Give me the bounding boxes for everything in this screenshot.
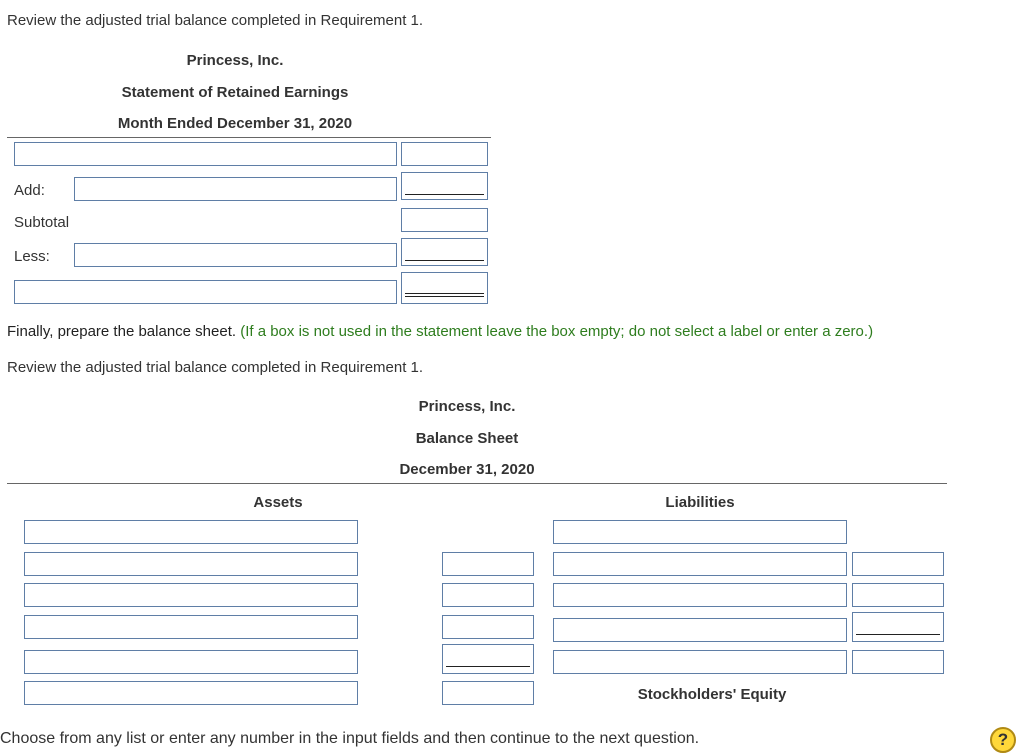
bs-liab-row5-label-select[interactable] xyxy=(553,650,847,674)
bs-date: December 31, 2020 xyxy=(399,461,535,478)
re-less-label: Less: xyxy=(14,248,50,265)
re-row1-amount-input[interactable] xyxy=(401,142,488,166)
instructions-line xyxy=(7,323,873,340)
re-review-note: Review the adjusted trial balance completed in Requirement 1. xyxy=(7,12,424,29)
bs-liab-row5-amount-input[interactable] xyxy=(852,650,944,674)
bs-asset-row5-amount-input[interactable] xyxy=(442,644,534,674)
bs-asset-row1-label-select[interactable] xyxy=(24,520,358,544)
bs-assets-header: Assets xyxy=(253,494,303,511)
bs-asset-row5-label-select[interactable] xyxy=(24,650,358,674)
bs-asset-row5-underline xyxy=(446,666,530,667)
footer-prompt: Choose from any list or enter any number in the input fields and then continue to the next question. xyxy=(0,730,700,747)
bs-asset-row4-label-select[interactable] xyxy=(24,615,358,639)
re-period: Month Ended December 31, 2020 xyxy=(117,115,353,132)
re-header-divider xyxy=(7,137,491,138)
re-row1-label-select[interactable] xyxy=(14,142,397,166)
bs-asset-row3-amount-input[interactable] xyxy=(442,583,534,607)
bs-asset-row2-amount-input[interactable] xyxy=(442,552,534,576)
help-question-icon[interactable]: ? xyxy=(990,727,1016,753)
bs-asset-row6-label-select[interactable] xyxy=(24,681,358,705)
re-ending-label-select[interactable] xyxy=(14,280,397,304)
bs-liab-row3-label-select[interactable] xyxy=(553,583,847,607)
bs-asset-row4-amount-input[interactable] xyxy=(442,615,534,639)
bs-liab-row1-label-select[interactable] xyxy=(553,520,847,544)
bs-liabilities-header: Liabilities xyxy=(665,494,735,511)
re-add-label-select[interactable] xyxy=(74,177,397,201)
bs-liab-row2-label-select[interactable] xyxy=(553,552,847,576)
bs-asset-row3-label-select[interactable] xyxy=(24,583,358,607)
re-ending-double-underline-1 xyxy=(405,293,484,294)
bs-equity-header: Stockholders' Equity xyxy=(637,686,787,703)
bs-liab-row3-amount-input[interactable] xyxy=(852,583,944,607)
re-subtotal-amount-input[interactable] xyxy=(401,208,488,232)
re-add-label: Add: xyxy=(14,182,45,199)
bs-asset-row6-amount-input[interactable] xyxy=(442,681,534,705)
bs-header-divider xyxy=(7,483,947,484)
instructions-hint: (If a box is not used in the statement leave the box empty; do not select a label or enter a zero.) xyxy=(240,323,874,340)
bs-liab-row4-amount-input[interactable] xyxy=(852,612,944,642)
re-company-name: Princess, Inc. xyxy=(186,52,284,69)
instructions-prefix: Finally, prepare the balance sheet. xyxy=(7,323,237,340)
re-less-amount-underline xyxy=(405,260,484,261)
bs-company-name: Princess, Inc. xyxy=(418,398,516,415)
bs-title: Balance Sheet xyxy=(415,430,519,447)
re-subtotal-label: Subtotal xyxy=(14,214,70,231)
re-statement-title: Statement of Retained Earnings xyxy=(121,84,349,101)
re-ending-amount-input[interactable] xyxy=(401,272,488,304)
bs-liab-row2-amount-input[interactable] xyxy=(852,552,944,576)
re-less-amount-input[interactable] xyxy=(401,238,488,266)
re-add-amount-input[interactable] xyxy=(401,172,488,200)
bs-asset-row2-label-select[interactable] xyxy=(24,552,358,576)
bs-liab-row4-underline xyxy=(856,634,940,635)
bs-review-note: Review the adjusted trial balance completed in Requirement 1. xyxy=(7,359,424,376)
re-ending-double-underline-2 xyxy=(405,296,484,297)
re-less-label-select[interactable] xyxy=(74,243,397,267)
bs-liab-row4-label-select[interactable] xyxy=(553,618,847,642)
re-add-amount-underline xyxy=(405,194,484,195)
